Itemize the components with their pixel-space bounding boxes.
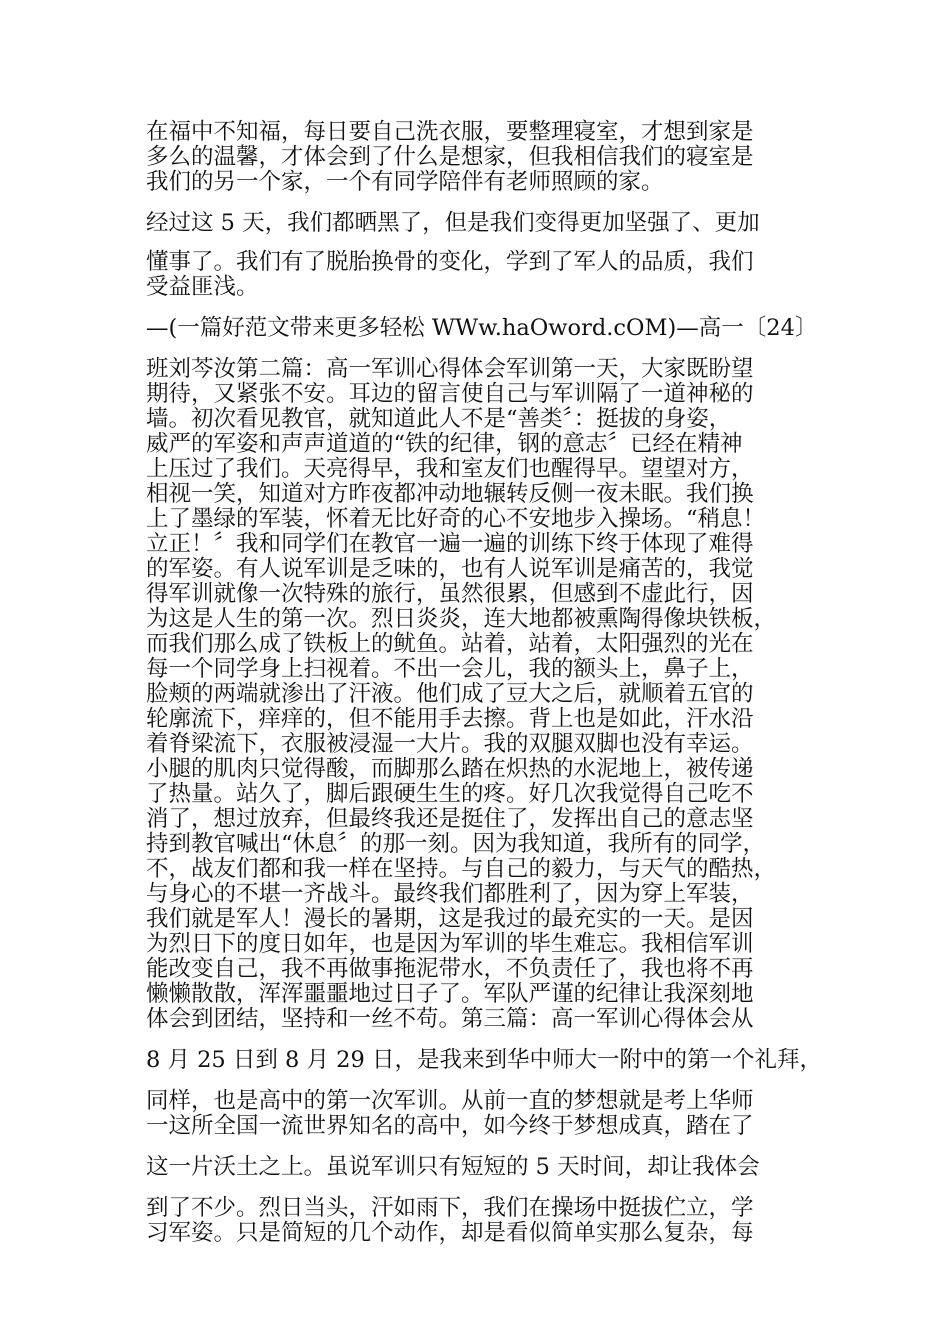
text-line: 到了不少。烈日当头，汗如雨下，我们在操场中挺拔伫立，学 <box>146 1195 754 1221</box>
text-line: 经过这 5 天，我们都晒黑了，但是我们变得更加坚强了、更加 <box>146 210 760 236</box>
text-line: 每一个同学身上扫视着。不出一会儿，我的额头上，鼻子上， <box>146 656 754 682</box>
text-line: 小腿的肌肉只觉得酸，而脚那么踏在炽热的水泥地上，被传递 <box>146 756 754 782</box>
text-line: 一这所全国一流世界知名的高中，如今终于梦想成真，踏在了 <box>146 1113 754 1139</box>
text-line: 8 月 25 日到 8 月 29 日，是我来到华中师大一附中的第一个礼拜， <box>146 1047 822 1073</box>
text-line: 持到教官喊出“休息〞的那一刻。因为我知道，我所有的同学， <box>146 831 766 857</box>
text-line: 多么的温馨，才体会到了什么是想家，但我相信我们的寝室是 <box>146 144 754 170</box>
text-line: 我们就是军人！漫长的暑期，这是我过的最充实的一天。是因 <box>146 906 754 932</box>
text-line: 了热量。站久了，脚后跟硬生生的疼。好几次我觉得自己吃不 <box>146 781 754 807</box>
text-line: 期待，又紧张不安。耳边的留言使自己与军训隔了一道神秘的 <box>146 381 754 407</box>
text-line: 得军训就像一次特殊的旅行，虽然很累，但感到不虚此行，因 <box>146 581 754 607</box>
text-line: 我们的另一个家，一个有同学陪伴有老师照顾的家。 <box>146 169 664 195</box>
text-line: 墙。初次看见教官，就知道此人不是“善类〞：挺拔的身姿， <box>146 406 732 432</box>
text-line: 消了，想过放弃，但最终我还是挺住了，发挥出自己的意志坚 <box>146 806 754 832</box>
text-line: 班刘芩汝第二篇：高一军训心得体会军训第一天，大家既盼望 <box>146 356 754 382</box>
text-line: 上了墨绿的军装，怀着无比好奇的心不安地步入操场。“稍息！ <box>146 506 766 532</box>
text-line: 轮廓流下，痒痒的，但不能用手去擦。背上也是如此，汗水沿 <box>146 706 754 732</box>
text-line: 的军姿。有人说军训是乏味的，也有人说军训是痛苦的，我觉 <box>146 556 754 582</box>
text-line: 为烈日下的度日如年，也是因为军训的毕生难忘。我相信军训 <box>146 931 754 957</box>
text-line: 脸颊的两端就渗出了汗液。他们成了豆大之后，就顺着五官的 <box>146 681 754 707</box>
text-line: 体会到团结，坚持和一丝不苟。第三篇：高一军训心得体会从 <box>146 1006 754 1032</box>
text-line: 着脊梁流下，衣服被浸湿一大片。我的双腿双脚也没有幸运。 <box>146 731 754 757</box>
text-line: 与身心的不堪一齐战斗。最终我们都胜利了，因为穿上军装， <box>146 881 754 907</box>
text-line: 而我们那么成了铁板上的鱿鱼。站着，站着，太阳强烈的光在 <box>146 631 754 657</box>
text-line: 不，战友们都和我一样在坚持。与自己的毅力，与天气的酷热， <box>146 856 777 882</box>
text-line: 能改变自己，我不再做事拖泥带水，不负责任了，我也将不再 <box>146 956 754 982</box>
text-line: 在福中不知福，每日要自己洗衣服，要整理寝室，才想到家是 <box>146 119 754 145</box>
text-line: 习军姿。只是简短的几个动作，却是看似简单实那么复杂，每 <box>146 1220 754 1246</box>
text-line: 受益匪浅。 <box>146 274 259 300</box>
document-body <box>146 120 846 1246</box>
text-line: 同样，也是高中的第一次军训。从前一直的梦想就是考上华师 <box>146 1088 754 1114</box>
text-line: 威严的军姿和声声道道的“铁的纪律，钢的意志〞已经在精神 <box>146 431 743 457</box>
text-line: 这一片沃土之上。虽说军训只有短短的 5 天时间，却让我体会 <box>146 1154 760 1180</box>
text-line: 立正！〞我和同学们在教官一遍一遍的训练下终于体现了难得 <box>146 531 754 557</box>
text-line: 相视一笑，知道对方昨夜都冲动地辗转反侧一夜未眠。我们换 <box>146 481 754 507</box>
text-line: 懂事了。我们有了脱胎换骨的变化，学到了军人的品质，我们 <box>146 249 754 275</box>
text-line: —(一篇好范文带来更多轻松 WWw.haOword.cOM)—高一〔24〕 <box>146 315 818 341</box>
text-line: 懒懒散散，浑浑噩噩地过日子了。军队严谨的纪律让我深刻地 <box>146 981 754 1007</box>
text-line: 为这是人生的第一次。烈日炎炎，连大地都被熏陶得像块铁板， <box>146 606 777 632</box>
text-line: 上压过了我们。天亮得早，我和室友们也醒得早。望望对方， <box>146 456 754 482</box>
